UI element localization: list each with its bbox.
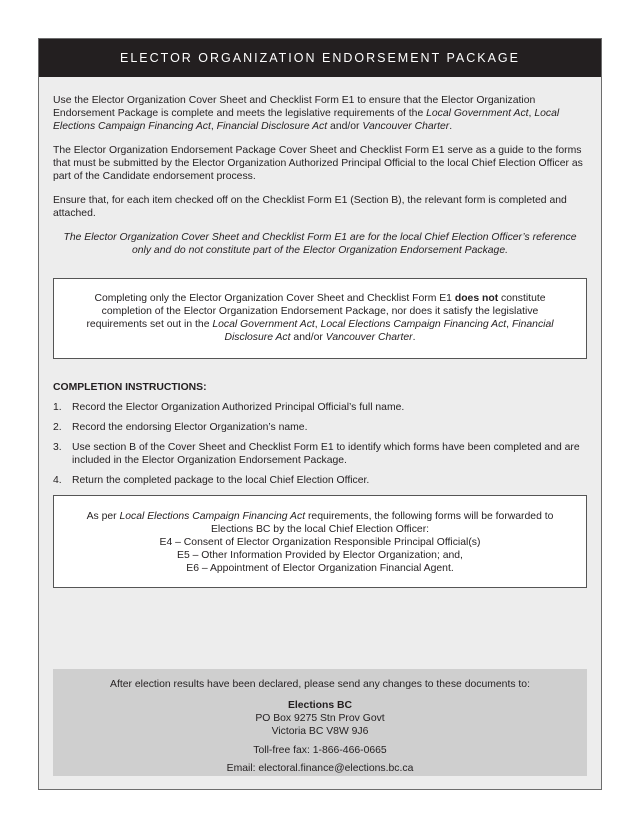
form-e6: E6 – Appointment of Elector Organization Financial Agent.: [186, 563, 454, 574]
act-reference: Local Elections Campaign Financing Act: [53, 108, 560, 132]
intro-paragraph-2: The Elector Organization Endorsement Package Cover Sheet and Checklist Form E1 serve as a guide to the forms that must be submitted by the Elector Organization Authorized Principal Official to the local Chief Election Officer as part of the Candidate endorsement process.: [53, 145, 583, 182]
act-reference: Local Government Act: [426, 108, 529, 119]
instructions-list: [53, 401, 587, 487]
intro-paragraph-1: Use the Elector Organization Cover Sheet and Checklist Form E1 to ensure that the Elector Organization Endorsement Package is complete and meets the legislative requirements of the Local Government Act, Local Elections Campaign Financing Act, Financial Disclosure Act and/or Vancouver Charter.: [53, 95, 560, 132]
act-reference: Local Elections Campaign Financing Act: [119, 511, 306, 522]
list-item: 2. Record the endorsing Elector Organization’s name.: [53, 422, 308, 433]
form-e5: E5 – Other Information Provided by Elector Organization; and,: [177, 550, 463, 561]
forms-intro: As per Local Elections Campaign Financing Act requirements, the following forms will be forwarded to Elections BC by the local Chief Election Officer:: [86, 511, 554, 535]
instructions-heading: COMPLETION INSTRUCTIONS:: [53, 382, 207, 393]
notice-box: Completing only the Elector Organization Cover Sheet and Checklist Form E1 does not constitute completion of the Elector Organization Endorsement Package, nor does it satisfy the legislative requirements set out in the Local Government Act, Local Elections Campaign Financing Act, Financial Disclosure Act and/or Vancouver Charter.: [53, 278, 587, 359]
fax-number: Toll-free fax: 1-866-466-0665: [253, 745, 387, 756]
email-address: Email: electoral.finance@elections.bc.ca: [226, 763, 414, 774]
forms-box: [53, 495, 587, 588]
act-reference: Financial Disclosure Act: [216, 121, 328, 132]
page-title-banner: [39, 39, 601, 77]
form-e4: E4 – Consent of Elector Organization Responsible Principal Official(s): [159, 537, 481, 548]
emphasis: does not: [454, 293, 499, 304]
act-reference: Local Government Act: [212, 319, 315, 330]
act-reference: Vancouver Charter: [325, 332, 413, 343]
list-item: 1. Record the Elector Organization Authorized Principal Official’s full name.: [53, 402, 405, 413]
page-title: ELECTOR ORGANIZATION ENDORSEMENT PACKAGE: [120, 51, 520, 65]
document-content: [39, 77, 601, 588]
address-line-2: Victoria BC V8W 9J6: [271, 726, 369, 737]
footer-intro: After election results have been declared, please send any changes to these documents to:: [110, 679, 530, 690]
document-page: [38, 38, 602, 790]
list-item: 3. Use section B of the Cover Sheet and Checklist Form E1 to identify which forms have been completed and are included in the Elector Organization Endorsement Package.: [53, 442, 580, 466]
act-reference: Vancouver Charter: [362, 121, 450, 132]
act-reference: Financial Disclosure Act: [224, 319, 554, 343]
act-reference: Local Elections Campaign Financing Act: [320, 319, 507, 330]
reference-note: The Elector Organization Cover Sheet and Checklist Form E1 are for the local Chief Election Officer’s reference only and do not constitute part of the Elector Organization Endorsement Package.: [63, 232, 577, 256]
list-item: 4. Return the completed package to the local Chief Election Officer.: [53, 475, 370, 486]
organization-name: Elections BC: [287, 700, 353, 711]
address-line-1: PO Box 9275 Stn Prov Govt: [255, 713, 385, 724]
intro-paragraph-3: Ensure that, for each item checked off on the Checklist Form E1 (Section B), the relevant form is completed and attached.: [53, 195, 567, 219]
contact-footer: [53, 669, 587, 776]
